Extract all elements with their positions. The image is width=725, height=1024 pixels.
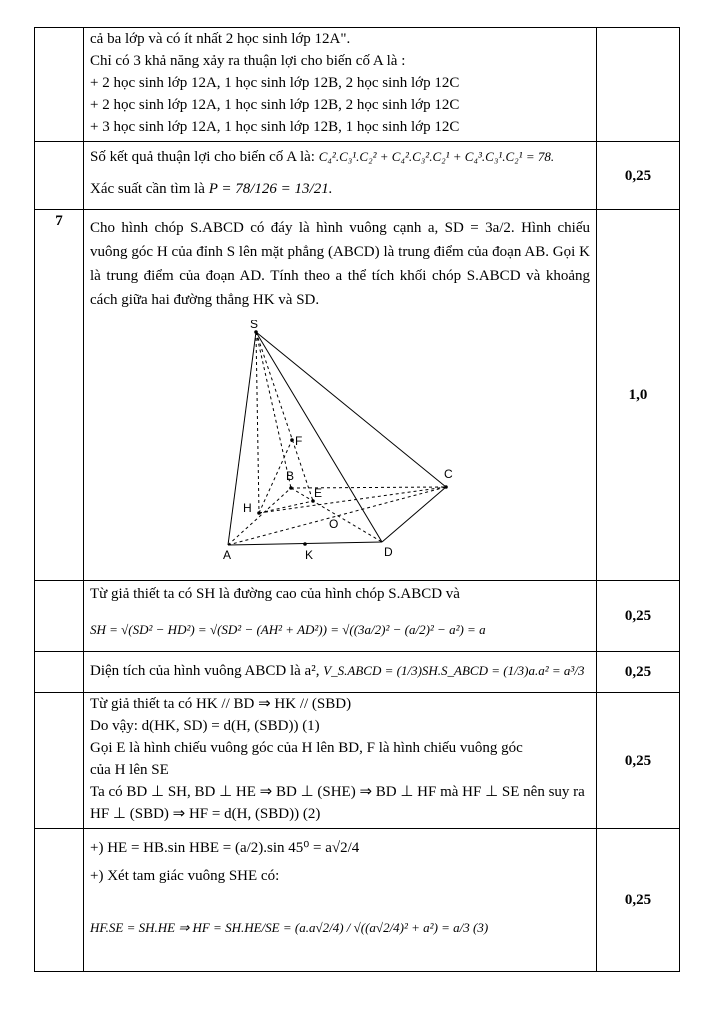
text-line: + 3 học sinh lớp 12A, 1 học sinh lớp 12B, 1 học sinh lớp 12C (90, 119, 460, 135)
table-row (35, 693, 680, 829)
step2-text: Diện tích của hình vuông ABCD là a², (90, 663, 320, 679)
label-F: F (295, 434, 303, 448)
step3-line4: của H lên SE (90, 762, 169, 778)
label-K: K (305, 548, 314, 560)
content-cell (84, 829, 597, 972)
text-line: Chỉ có 3 khả năng xảy ra thuận lợi cho biến cố A là : (90, 53, 406, 69)
step3-line3: Gọi E là hình chiếu vuông góc của H lên BD, F là hình chiếu vuông góc (90, 740, 523, 756)
number-cell-empty (35, 693, 84, 829)
points-value: 1,0 (597, 210, 680, 581)
step3-line6: HF ⊥ (SBD) ⇒ HF = d(H, (SBD)) (2) (90, 806, 321, 822)
table-row (35, 581, 680, 652)
points-cell-empty (597, 28, 680, 142)
result-text: Số kết quả thuận lợi cho biến cố A là: (90, 149, 315, 165)
number-cell-empty (35, 581, 84, 652)
label-H: H (243, 501, 252, 515)
points-value: 0,25 (597, 142, 680, 210)
result-line (90, 146, 590, 168)
label-D: D (384, 545, 393, 559)
step1-formula: SH = √(SD² − HD²) = √(SD² − (AH² + AD²)) = √((3a/2)² − (a/2)² − a²) = a (90, 622, 486, 637)
step4-line2: +) Xét tam giác vuông SHE có: (90, 868, 280, 884)
probability-line (90, 178, 590, 200)
table-row (35, 829, 680, 972)
step3-line2: Do vậy: d(HK, SD) = d(H, (SBD)) (1) (90, 718, 320, 734)
label-A: A (223, 548, 232, 560)
prob-formula: P = 78/126 = 13/21. (208, 181, 333, 197)
content-cell (84, 652, 597, 693)
table-row (35, 142, 680, 210)
edge-SH (256, 332, 259, 513)
points-value: 0,25 (597, 829, 680, 972)
content-cell (84, 693, 597, 829)
content-cell (84, 210, 597, 581)
table-row (35, 210, 680, 581)
edge-HE (259, 501, 313, 513)
result-formula: C₄².C₃¹.C₂² + C₄².C₃².C₂¹ + C₄³.C₃¹.C₂¹ = 78. (318, 149, 555, 164)
step3-line1: Từ giả thiết ta có HK // BD ⇒ HK // (SBD) (90, 696, 352, 712)
text-line: cả ba lớp và có ít nhất 2 học sinh lớp 12A". (90, 31, 351, 47)
pyramid-figure (218, 320, 458, 560)
text-line: + 2 học sinh lớp 12A, 1 học sinh lớp 12B, 2 học sinh lớp 12C (90, 97, 460, 113)
question-statement: Cho hình chóp S.ABCD có đáy là hình vuông cạnh a, SD = 3a/2. Hình chiếu vuông góc H của đỉnh S lên mặt phẳng (ABCD) là trung điểm của đoạn AB. Gọi K là trung điểm của đoạn AD. Tính theo a thể tích khối chóp S.ABCD và khoảng cách giữa hai đường thẳng HK và SD. (90, 220, 590, 308)
points-value: 0,25 (597, 581, 680, 652)
number-cell-empty (35, 829, 84, 972)
edge-SD (256, 332, 382, 542)
number-cell-empty (35, 652, 84, 693)
points-value: 0,25 (597, 693, 680, 829)
step4-line3: HF.SE = SH.HE ⇒ HF = SH.HE/SE = (a.a√2/4) / √((a√2/4)² + a²) = a/3 (3) (90, 920, 489, 935)
content-cell (84, 581, 597, 652)
solution-table (34, 27, 680, 972)
step2-formula: V_S.ABCD = (1/3)SH.S_ABCD = (1/3)a.a² = a³/3 (323, 663, 585, 678)
label-B: B (286, 469, 295, 483)
table-row (35, 28, 680, 142)
edge-SB (256, 332, 291, 488)
prob-text: Xác suất cần tìm là (90, 181, 205, 197)
edge-BD (291, 488, 382, 542)
points-value: 0,25 (597, 652, 680, 693)
step3-line5: Ta có BD ⊥ SH, BD ⊥ HE ⇒ BD ⊥ (SHE) ⇒ BD ⊥ HF mà HF ⊥ SE nên suy ra (90, 784, 585, 800)
number-cell-empty (35, 142, 84, 210)
number-cell-empty (35, 28, 84, 142)
step2-line (90, 660, 590, 682)
label-E: E (314, 486, 323, 500)
edge-SE (256, 332, 313, 501)
label-O: O (329, 517, 339, 531)
step4-line1: +) HE = HB.sin HBE = (a/2).sin 45⁰ = a√2/4 (90, 840, 360, 856)
text-line: + 2 học sinh lớp 12A, 1 học sinh lớp 12B, 2 học sinh lớp 12C (90, 75, 460, 91)
question-number: 7 (35, 210, 84, 581)
label-S: S (250, 320, 259, 331)
content-cell (84, 28, 597, 142)
step1-text: Từ giả thiết ta có SH là đường cao của hình chóp S.ABCD và (90, 586, 460, 602)
edge-SC (256, 332, 446, 487)
table-row (35, 652, 680, 693)
edge-SA (228, 332, 256, 545)
content-cell (84, 142, 597, 210)
label-C: C (444, 467, 453, 481)
